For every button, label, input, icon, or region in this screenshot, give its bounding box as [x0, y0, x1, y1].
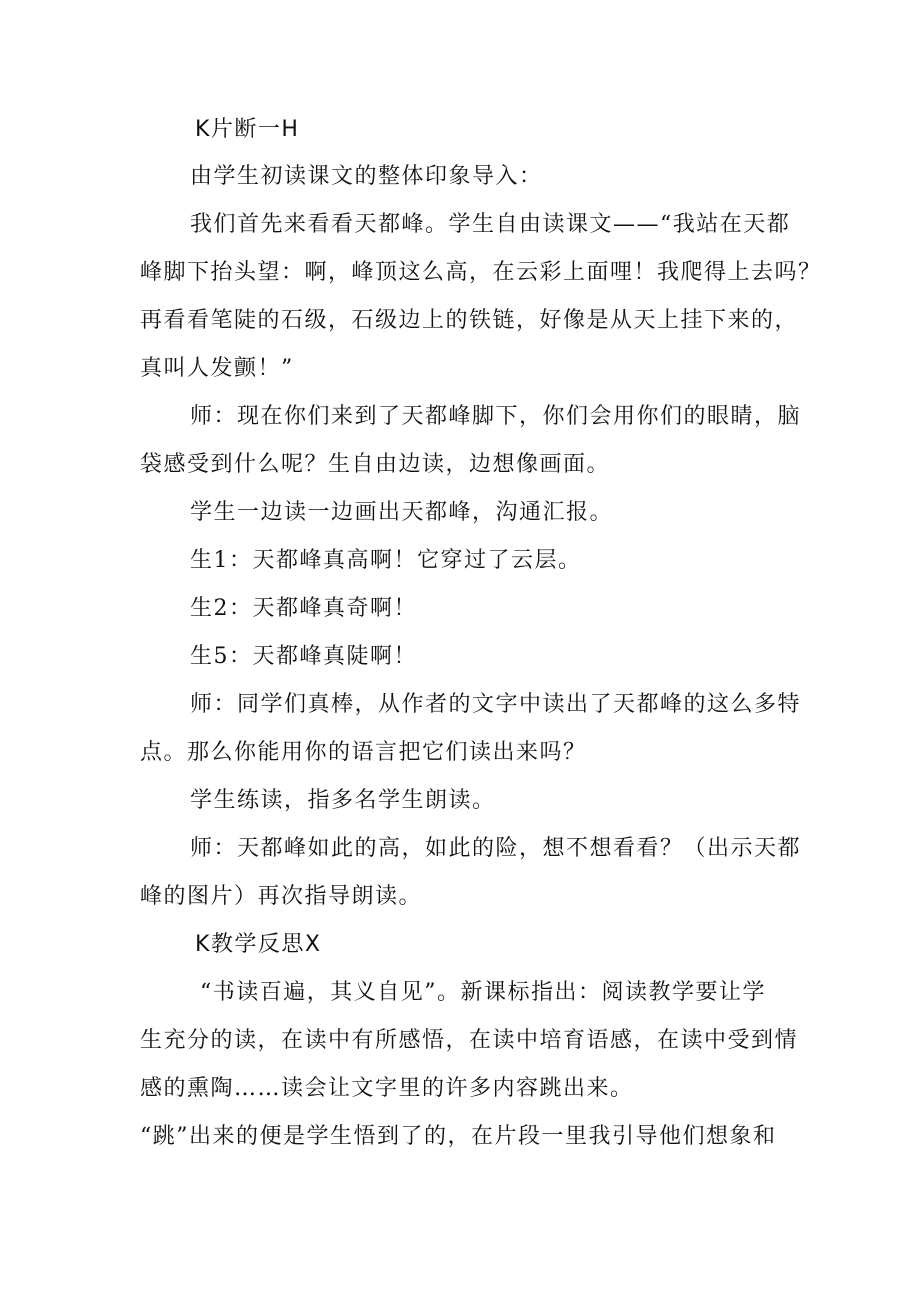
- paragraph-line: 生1：天都峰真高啊！它穿过了云层。: [190, 548, 582, 573]
- section-heading-fragment-one: K片断一H: [195, 117, 300, 142]
- paragraph-line: 师：现在你们来到了天都峰脚下，你们会用你们的眼睛，脑: [190, 404, 802, 429]
- paragraph-line: 学生一边读一边画出天都峰，沟通汇报。: [190, 500, 614, 525]
- paragraph-line: 真叫人发颤！”: [140, 356, 294, 381]
- paragraph-line: 师：天都峰如此的高，如此的险，想不想看看？（出示天都: [190, 836, 802, 861]
- paragraph-line: 学生练读，指多名学生朗读。: [190, 788, 496, 813]
- paragraph-line: 袋感受到什么呢？生自由边读，边想像画面。: [140, 452, 611, 477]
- paragraph-line: 生5：天都峰真陡啊！: [190, 644, 417, 669]
- paragraph-line: “跳”出来的便是学生悟到了的，在片段一里我引导他们想象和: [140, 1124, 777, 1149]
- paragraph-line: 生充分的读，在读中有所感悟，在读中培育语感，在读中受到情: [140, 1028, 799, 1053]
- paragraph-line: 感的熏陶……读会让文字里的许多内容跳出来。: [140, 1076, 634, 1101]
- paragraph-line: 峰脚下抬头望：啊，峰顶这么高，在云彩上面哩！我爬得上去吗？: [140, 260, 822, 285]
- paragraph-line: 师：同学们真棒，从作者的文字中读出了天都峰的这么多特: [190, 692, 802, 717]
- paragraph-line: 再看看笔陡的石级，石级边上的铁链，好像是从天上挂下来的，: [140, 308, 799, 333]
- paragraph-line: “书读百遍，其义自见”。新课标指出：阅读教学要让学: [200, 980, 766, 1005]
- paragraph-line: 生2：天都峰真奇啊！: [190, 596, 417, 621]
- paragraph-line: 点。那么你能用你的语言把它们读出来吗？: [140, 740, 587, 765]
- section-heading-teaching-reflection: K教学反思X: [195, 932, 322, 957]
- paragraph-line: 峰的图片）再次指导朗读。: [140, 884, 423, 909]
- paragraph-line: 由学生初读课文的整体印象导入：: [190, 164, 543, 189]
- paragraph-line: 我们首先来看看天都峰。学生自由读课文——“我站在天都: [190, 212, 791, 237]
